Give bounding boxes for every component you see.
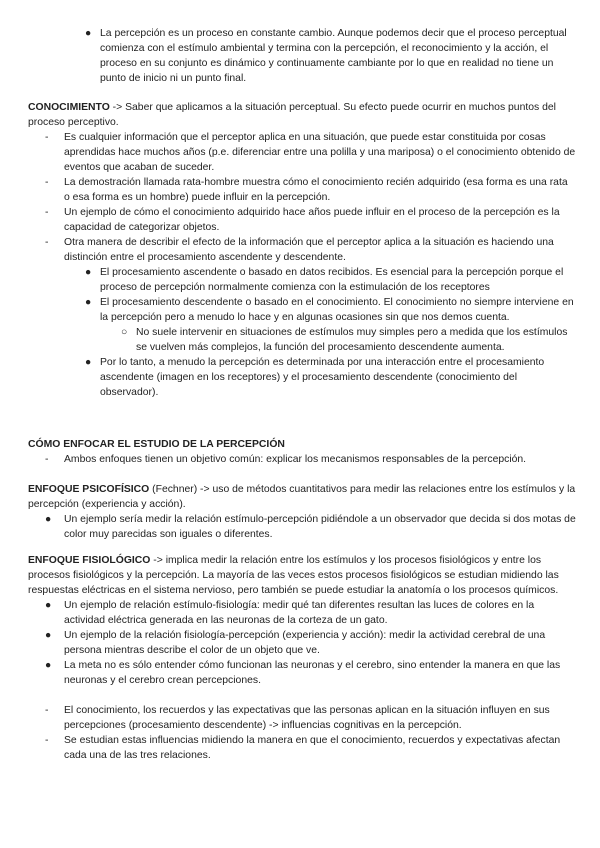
circle-marker: ○	[121, 327, 128, 338]
psicofisico-intro: (Fechner) -> uso de métodos cuantitativos para medir las relaciones entre los estímulos y la percepción (experiencia y acción).	[28, 484, 576, 510]
bullet-marker: ●	[85, 28, 92, 39]
fisiologico-paragraph	[28, 553, 576, 598]
dash-marker: -	[45, 735, 49, 746]
bullet-marker: ●	[45, 660, 52, 671]
list-item	[28, 628, 576, 658]
list-item	[28, 175, 576, 205]
section-fisiologico	[28, 553, 576, 763]
list-item	[28, 325, 576, 355]
list-item-text: Es cualquier información que el perceptor aplica en una situación, que puede estar constituida por cosas aprendidas hace muchos años (p.e. diferenciar entre una polilla y una mariposa) o el conocimiento obtenido de eventos que acaban de suceder.	[64, 132, 576, 173]
list-item	[28, 205, 576, 235]
list-item-text: Un ejemplo de cómo el conocimiento adquirido hace años puede influir en el proceso de la percepción es la capacidad de categorizar objetos.	[64, 207, 560, 233]
bullet-marker: ●	[85, 267, 92, 278]
list-item-text: El procesamiento ascendente o basado en datos recibidos. Es esencial para la percepción porque el proceso de percepción normalmente comienza con la estimulación de los receptores	[100, 267, 564, 293]
intro-bullet-text: La percepción es un proceso en constante cambio. Aunque podemos decir que el proceso perceptual comienza con el estímulo ambiental y termina con la percepción, el reconocimiento y la acción, el proceso en su conjunto es dinámico y continuamente cambiante por lo que en realidad no tiene un punto de inicio ni un punto final.	[100, 28, 567, 84]
dash-marker: -	[45, 237, 49, 248]
bullet-marker: ●	[45, 630, 52, 641]
section-heading: ENFOQUE FISIOLÓGICO	[28, 555, 151, 566]
list-item	[28, 733, 576, 763]
conocimiento-paragraph	[28, 100, 576, 130]
list-item-text: Otra manera de describir el efecto de la información que el perceptor aplica a la situación es haciendo una distinción entre el procesamiento ascendente y descendente.	[64, 237, 554, 263]
list-item	[28, 703, 576, 733]
section-heading: CONOCIMIENTO	[28, 102, 110, 113]
dash-marker: -	[45, 177, 49, 188]
list-item-text: Ambos enfoques tienen un objetivo común: explicar los mecanismos responsables de la percepción.	[64, 454, 527, 465]
list-item-text: No suele intervenir en situaciones de estímulos muy simples pero a medida que los estímulos se vuelven más complejos, la función del procesamiento descendente aumenta.	[136, 327, 568, 353]
bullet-marker: ●	[45, 514, 52, 525]
intro-section	[28, 26, 576, 86]
psicofisico-paragraph	[28, 482, 576, 512]
list-item	[28, 295, 576, 325]
list-item	[28, 512, 576, 542]
bullet-marker: ●	[85, 297, 92, 308]
conocimiento-intro: -> Saber que aplicamos a la situación perceptual. Su efecto puede ocurrir en muchos puntos del proceso perceptivo.	[28, 102, 556, 128]
dash-marker: -	[45, 132, 49, 143]
list-item-text: Por lo tanto, a menudo la percepción es determinada por una interacción entre el procesamiento ascendente (imagen en los receptores) y el procesamiento descendente (conocimiento del observador).	[100, 357, 545, 398]
list-item-text: Un ejemplo sería medir la relación estímulo-percepción pidiéndole a un observador que decida si dos motas de color muy parecidas son iguales o diferentes.	[64, 514, 576, 540]
list-item	[28, 265, 576, 295]
list-item-text: Un ejemplo de relación estímulo-fisiología: medir qué tan diferentes resultan las luces de colores en la actividad eléctrica generada en las neuronas de la corteza de un gato.	[64, 600, 535, 626]
list-item	[28, 452, 576, 467]
section-conocimiento	[28, 100, 576, 400]
section-heading: ENFOQUE PSICOFÍSICO	[28, 484, 150, 495]
list-item	[28, 355, 576, 400]
list-item	[28, 26, 576, 86]
list-item-text: El conocimiento, los recuerdos y las expectativas que las personas aplican en la situación influyen en sus percepciones (procesamiento descendente) -> influencias cognitivas en la percepción.	[64, 705, 550, 731]
bullet-marker: ●	[85, 357, 92, 368]
list-item	[28, 235, 576, 265]
list-item-text: La demostración llamada rata-hombre muestra cómo el conocimiento recién adquirido (esa forma es una rata o esa forma es un hombre) puede influir en la percepción.	[64, 177, 568, 203]
dash-marker: -	[45, 207, 49, 218]
list-item-text: Un ejemplo de la relación fisiología-percepción (experiencia y acción): medir la actividad cerebral de una persona mientras describe el color de un objeto que ve.	[64, 630, 546, 656]
section-psicofisico	[28, 482, 576, 542]
list-item	[28, 598, 576, 628]
bullet-marker: ●	[45, 600, 52, 611]
list-item-text: El procesamiento descendente o basado en el conocimiento. El conocimiento no siempre interviene en la percepción pero a menudo lo hace y en algunas ocasiones sin que nos demos cuenta.	[100, 297, 574, 323]
dash-marker: -	[45, 454, 49, 465]
fisiologico-intro: -> implica medir la relación entre los estímulos y los procesos fisiológicos y entre los procesos fisiológicos y la percepción. La mayoría de las veces estos procesos fisiológicos se estudian midiendo las respuestas eléctricas en el sistema nervioso, pero también se puede estudiar la anatomía o los procesos químicos.	[28, 555, 559, 596]
section-heading: CÓMO ENFOCAR EL ESTUDIO DE LA PERCEPCIÓN	[28, 439, 285, 450]
list-item-text: Se estudian estas influencias midiendo la manera en que el conocimiento, recuerdos y expectativas afectan cada una de las tres relaciones.	[64, 735, 561, 761]
list-item-text: La meta no es sólo entender cómo funcionan las neuronas y el cerebro, sino entender la manera en que las neuronas y el cerebro crean percepciones.	[64, 660, 561, 686]
dash-marker: -	[45, 705, 49, 716]
list-item	[28, 130, 576, 175]
section-enfoque-estudio	[28, 437, 576, 467]
list-item	[28, 658, 576, 688]
